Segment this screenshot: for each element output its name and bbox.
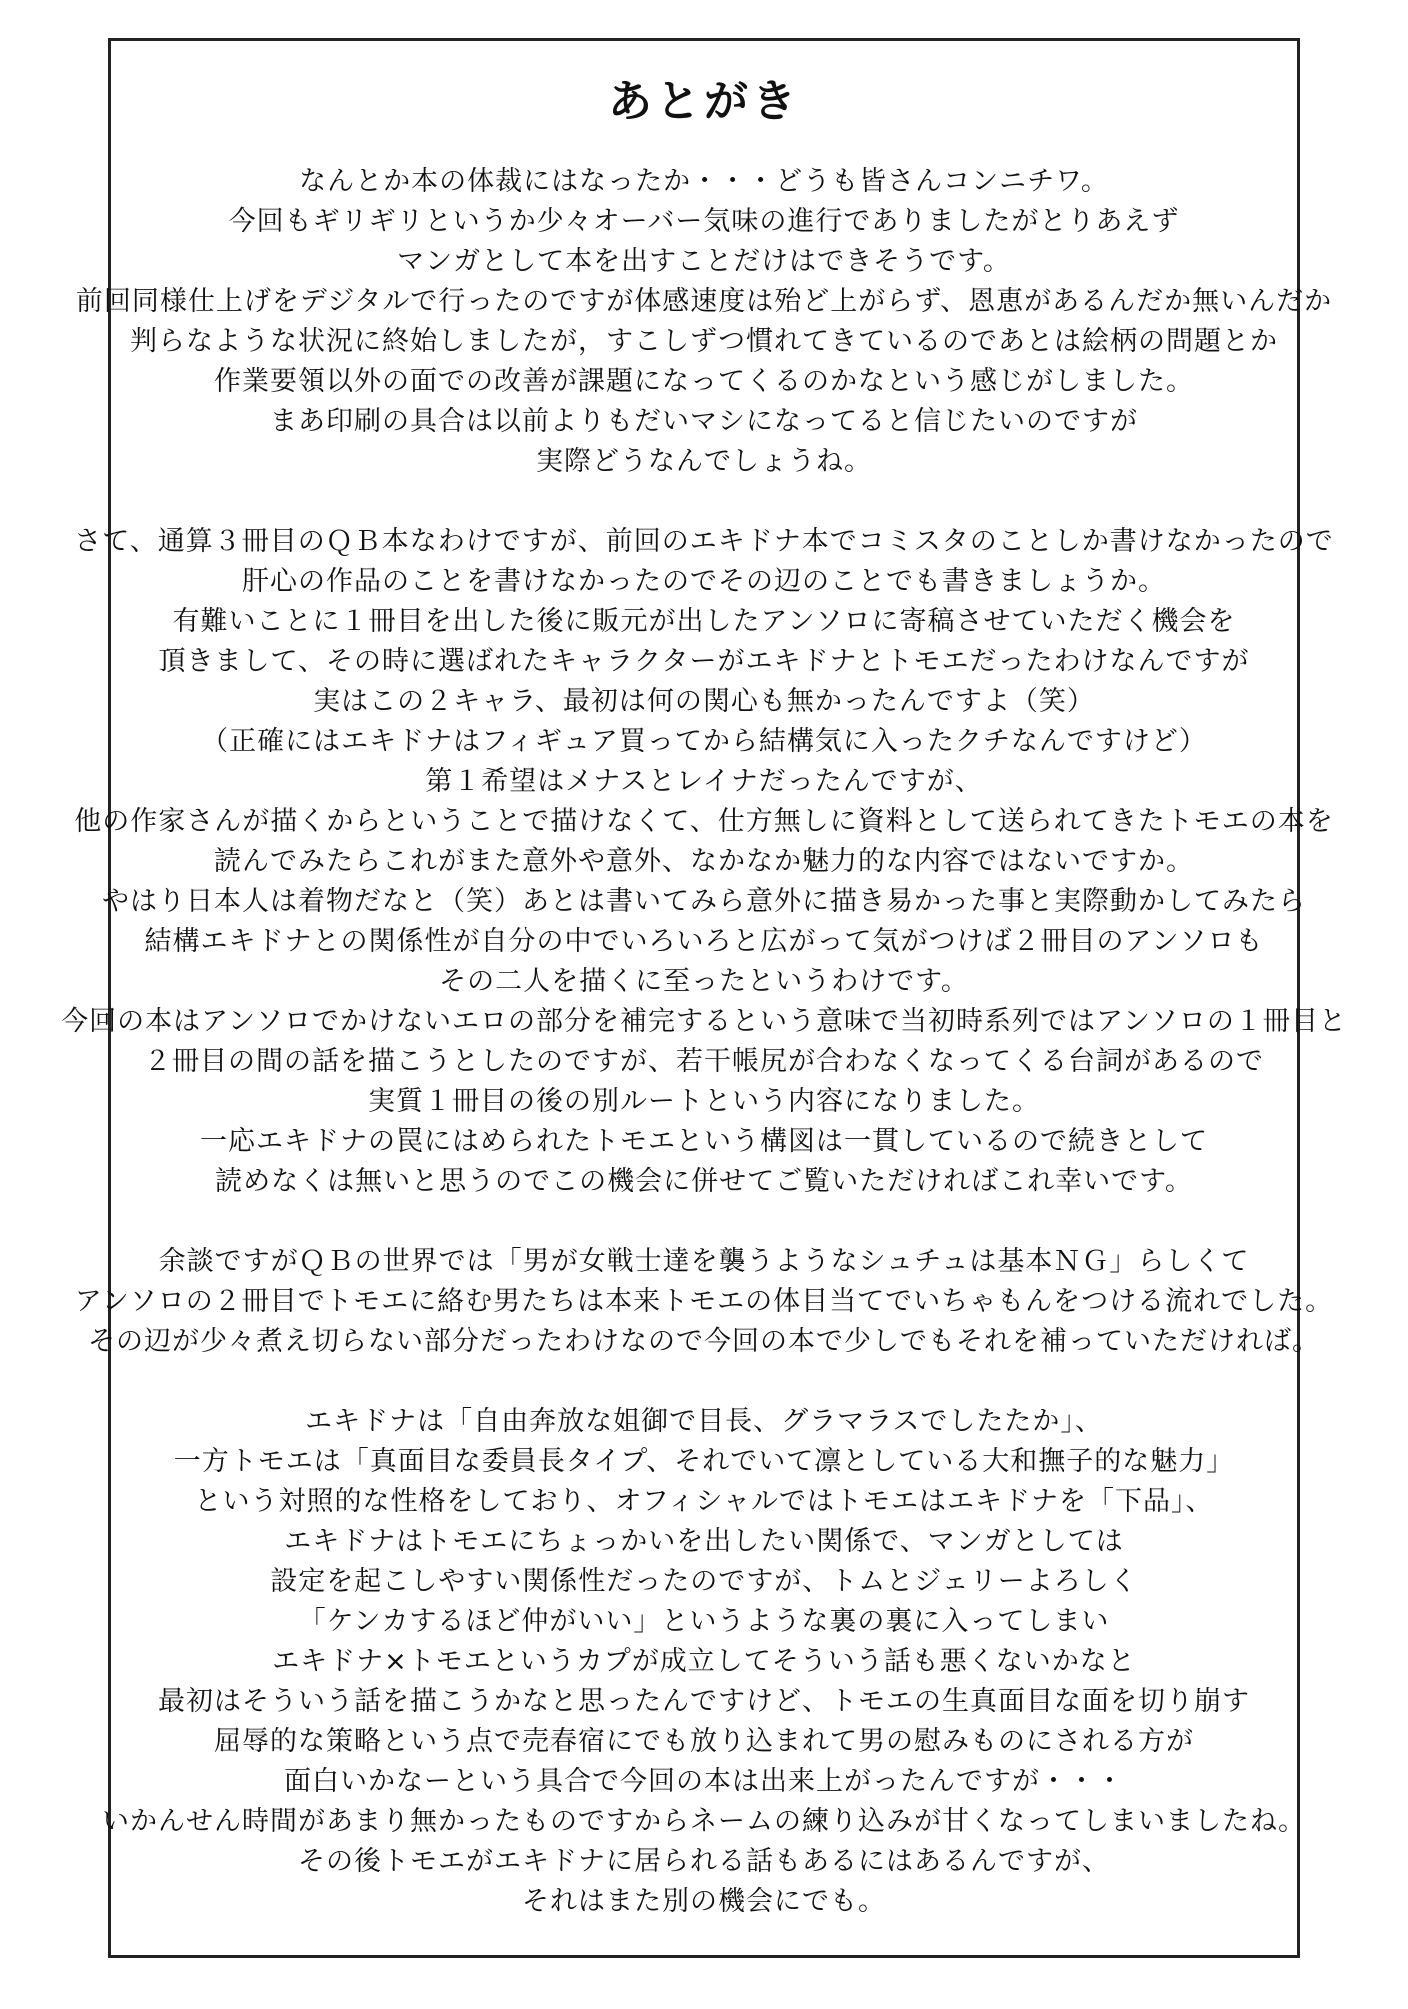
text-line: 判らなような状況に終始しましたが，すこしずつ慣れてきているのであとは絵柄の問題とか — [130, 326, 1278, 357]
text-line: 一応エキドナの罠にはめられたトモエという構図は一貫しているので続きとして — [200, 1126, 1208, 1157]
text-line: やはり日本人は着物だなと（笑）あとは書いてみら意外に描き易かった事と実際動かしてみたら — [102, 886, 1306, 917]
text-line: という対照的な性格をしており、オフィシャルではトモエはエキドナを「下品」、 — [194, 1486, 1214, 1517]
text-line: 第１希望はメナスとレイナだったんですが、 — [425, 766, 983, 797]
text-line: 最初はそういう話を描こうかなと思ったんですけど、トモエの生真面目な面を切り崩す — [158, 1686, 1250, 1717]
text-line: 今回の本はアンソロでかけないエロの部分を補完するという意味で当初時系列ではアンソロの１冊目と — [61, 1006, 1347, 1037]
text-line: エキドナ×トモエというカプが成立してそういう話も悪くないかなと — [272, 1646, 1136, 1677]
text-line: 実はこの２キャラ、最初は何の関心も無かったんですよ（笑） — [313, 686, 1095, 717]
text-line: 前回同様仕上げをデジタルで行ったのですが体感速度は殆ど上がらず、恩恵があるんだか無いんだか — [75, 286, 1333, 317]
text-line: 他の作家さんが描くからということで描けなくて、仕方無しに資料として送られてきたトモエの本を — [74, 806, 1334, 837]
text-line: 肝心の作品のことを書けなかったのでその辺のことでも書きましょうか。 — [242, 566, 1166, 597]
text-line: エキドナはトモエにちょっかいを出したい関係で、マンガとしては — [284, 1526, 1124, 1557]
text-line: 読んでみたらこれがまた意外や意外、なかなか魅力的な内容ではないですか。 — [214, 846, 1194, 877]
paragraph-2 — [0, 522, 1408, 1202]
paragraph-3 — [0, 1242, 1408, 1362]
text-line: 実質１冊目の後の別ルートという内容になりました。 — [368, 1086, 1040, 1117]
page-title: あとがき — [608, 76, 800, 127]
afterword-body — [0, 162, 1408, 1922]
text-line: 結構エキドナとの関係性が自分の中でいろいろと広がって気がつけば２冊目のアンソロも — [144, 926, 1264, 957]
text-line: 設定を起こしやすい関係性だったのですが、トムとジェリーよろしく — [270, 1566, 1138, 1597]
text-line: 有難いことに１冊目を出した後に販元が出したアンソロに寄稿させていただく機会を — [172, 606, 1236, 637]
text-line: 頂きまして、その時に選ばれたキャラクターがエキドナとトモエだったわけなんですが — [158, 646, 1250, 677]
text-line: 作業要領以外の面での改善が課題になってくるのかなという感じがしました。 — [214, 366, 1194, 397]
text-line: 今回もギリギリというか少々オーバー気味の進行でありましたがとりあえず — [228, 206, 1180, 237]
text-line: いかんせん時間があまり無かったものですからネームの練り込みが甘くなってしまいましたね。 — [102, 1806, 1306, 1837]
text-line: 「ケンカするほど仲がいい」というような裏の裏に入ってしまい — [298, 1606, 1110, 1637]
paragraph-4 — [0, 1402, 1408, 1922]
text-line: その後トモエがエキドナに居られる話もあるにはあるんですが、 — [298, 1846, 1110, 1877]
text-line: 余談ですがＱＢの世界では「男が女戦士達を襲うようなシュチュは基本ＮＧ」らしくて — [158, 1246, 1250, 1277]
text-line: （正確にはエキドナはフィギュア買ってから結構気に入ったクチなんですけど） — [201, 726, 1207, 757]
text-line: アンソロの２冊目でトモエに絡む男たちは本来トモエの体目当てでいちゃもんをつける流れでした。 — [74, 1286, 1334, 1317]
text-line: さて、通算３冊目のＱＢ本なわけですが、前回のエキドナ本でコミスタのことしか書けなかったので — [74, 526, 1334, 557]
paragraph-1 — [0, 162, 1408, 482]
text-line: エキドナは「自由奔放な姐御で目長、グラマラスでしたたか」、 — [305, 1406, 1103, 1437]
text-line: ２冊目の間の話を描こうとしたのですが、若干帳尻が合わなくなってくる台詞があるので — [144, 1046, 1264, 1077]
text-line: まあ印刷の具合は以前よりもだいマシになってると信じたいのですが — [270, 406, 1138, 437]
text-line: なんとか本の体裁にはなったか・・・どうも皆さんコンニチワ。 — [299, 166, 1109, 197]
text-line: 屈辱的な策略という点で売春宿にでも放り込まれて男の慰みものにされる方が — [214, 1726, 1194, 1757]
text-line: それはまた別の機会にでも。 — [522, 1886, 886, 1917]
text-line: 一方トモエは「真面目な委員長タイプ、それでいて凛としている大和撫子的な魅力」 — [173, 1446, 1235, 1477]
text-line: 実際どうなんでしょうね。 — [536, 446, 872, 477]
text-line: 面白いかなーという具合で今回の本は出来上がったんですが・・・ — [284, 1766, 1124, 1797]
text-line: その二人を描くに至ったというわけです。 — [439, 966, 969, 997]
text-line: マンガとして本を出すことだけはできそうです。 — [397, 246, 1011, 277]
text-line: その辺が少々煮え切らない部分だったわけなので今回の本で少しでもそれを補っていただければ。 — [88, 1326, 1320, 1357]
text-line: 読めなくは無いと思うのでこの機会に併せてご覧いただければこれ幸いです。 — [215, 1166, 1193, 1197]
